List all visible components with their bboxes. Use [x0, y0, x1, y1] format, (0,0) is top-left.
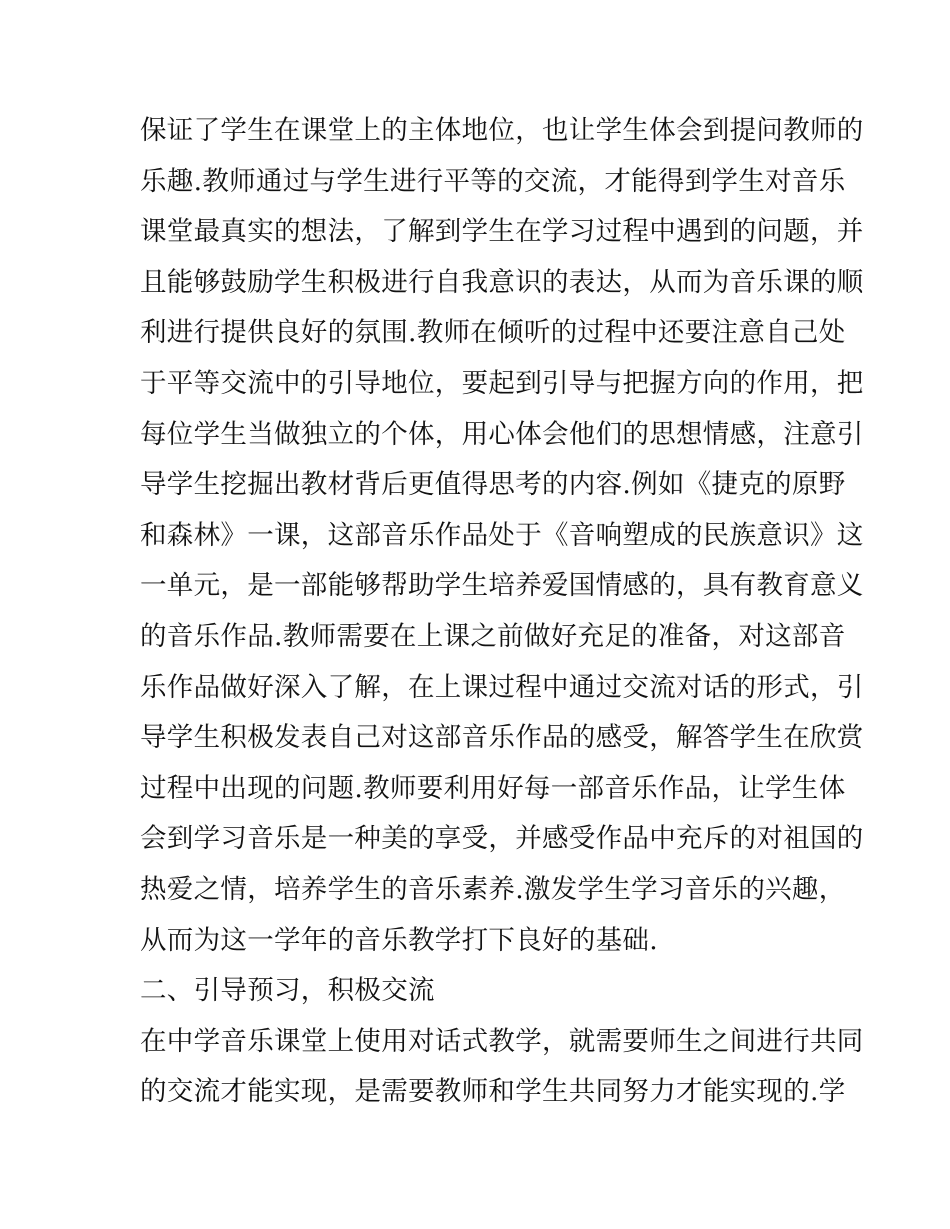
paragraph-continued	[140, 106, 864, 966]
text-line: 一单元，是一部能够帮助学生培养爱国情感的，具有教育意义	[140, 570, 864, 602]
text-line: 热爱之情，培养学生的音乐素养.激发学生学习音乐的兴趣，	[140, 873, 846, 905]
text-line: 保证了学生在课堂上的主体地位，也让学生体会到提问教师的	[140, 115, 864, 146]
text-line: 过程中出现的问题.教师要利用好每一部音乐作品，让学生体	[140, 772, 846, 804]
text-line: 利进行提供良好的氛围.教师在倾听的过程中还要注意自己处	[140, 317, 846, 349]
text-line: 导学生积极发表自己对这部音乐作品的感受，解答学生在欣赏	[140, 722, 864, 754]
paragraph	[140, 1017, 864, 1118]
text-line: 会到学习音乐是一种美的享受，并感受作品中充斥的对祖国的	[140, 823, 864, 855]
text-line: 和森林》一课，这部音乐作品处于《音响塑成的民族意识》这	[140, 519, 864, 551]
text-line: 乐作品做好深入了解，在上课过程中通过交流对话的形式，引	[140, 671, 864, 703]
text-line: 且能够鼓励学生积极进行自我意识的表达，从而为音乐课的顺	[140, 266, 864, 298]
text-line: 课堂最真实的想法，了解到学生在学习过程中遇到的问题，并	[140, 216, 864, 248]
text-line: 的音乐作品.教师需要在上课之前做好充足的准备，对这部音	[140, 620, 846, 652]
text-line: 从而为这一学年的音乐教学打下良好的基础.	[140, 924, 658, 956]
text-line: 每位学生当做独立的个体，用心体会他们的思想情感，注意引	[140, 418, 864, 450]
text-line: 乐趣.教师通过与学生进行平等的交流，才能得到学生对音乐	[140, 165, 846, 197]
text-line: 在中学音乐课堂上使用对话式教学，就需要师生之间进行共同	[140, 1025, 864, 1057]
text-line: 于平等交流中的引导地位，要起到引导与把握方向的作用，把	[140, 367, 864, 399]
text-line: 的交流才能实现，是需要教师和学生共同努力才能实现的.学	[140, 1076, 846, 1108]
document-body	[140, 106, 864, 1118]
section-heading: 二、引导预习，积极交流	[140, 975, 435, 1007]
text-line: 导学生挖掘出教材背后更值得思考的内容.例如《捷克的原野	[140, 469, 846, 501]
